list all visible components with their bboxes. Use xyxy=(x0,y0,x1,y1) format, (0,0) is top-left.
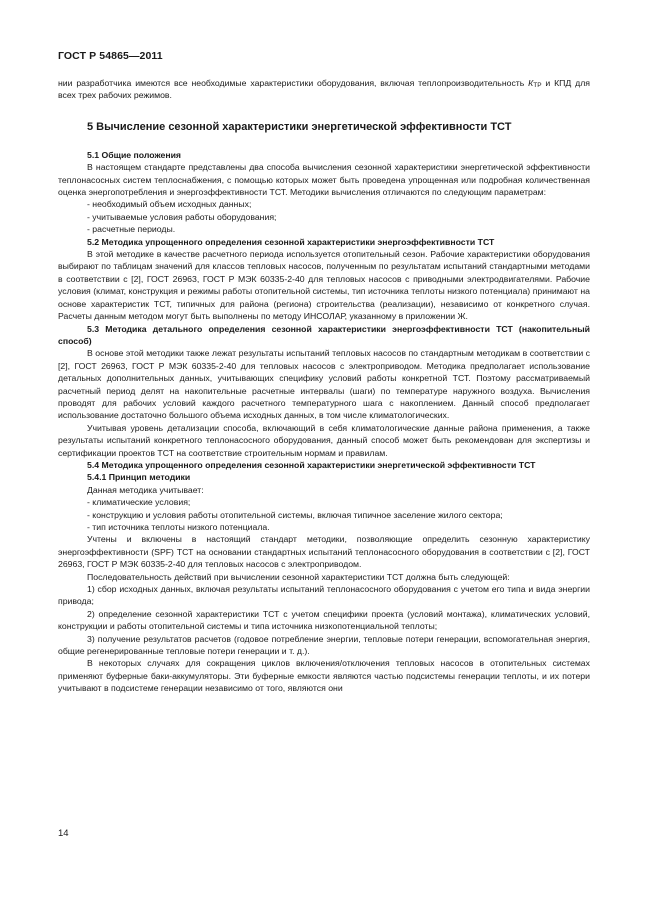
list-item: - конструкцию и условия работы отопительной системы, включая типичное заселение жилого сектора; xyxy=(87,509,503,520)
step-item: 3) получение результатов расчетов (годовое потребление энергии, тепловые потери генерации, вспомогательная энергия, общие регенерированные тепловые потери генерации и т. д.). xyxy=(58,633,590,657)
list-item: - учитываемые условия работы оборудования; xyxy=(87,211,277,222)
continued-paragraph xyxy=(58,77,590,102)
list-item: - расчетные периоды. xyxy=(87,224,176,235)
heading-5-2: 5.2 Методика упрощенного определения сезонной характеристики энергоэффективности ТСТ xyxy=(87,236,495,247)
paragraph-text: нии разработчика имеются все необходимые характеристики оборудования, включая теплопроизводительность xyxy=(58,78,529,88)
paragraph: В этой методике в качестве расчетного периода используется отопительный сезон. Рабочие характеристики оборудования выбирают по таблицам значений для классов тепловых насосов, полученным по результатам испытаний стандартными методами в соответствии с [2], ГОСТ 26963, ГОСТ Р МЭК 60335-2-40 для тепловых насосов с приводными электродвигателями. Рабочие условия (климат, конструкция и режимы работы отопительной системы, тип источника теплоты низкого потенциала) принимают на основе характеристик ТСТ, типичных для района (региона) строительства (реализации), независимо от конкретного случая. Расчеты данным методом могут быть выполнены по методу ИНСОЛАР, указанному в приложении Ж. xyxy=(58,249,590,322)
paragraph: Учтены и включены в настоящий стандарт методики, позволяющие определить сезонную характеристику энергоэффективности (SPF) ТСТ на основании стандартных испытаний теплонасосного оборудования в соответствии с [2], ГОСТ 26963, ГОСТ Р МЭК 60335-2-40 для тепловых насосов с электроприводом. xyxy=(58,534,590,570)
list-item: - тип источника теплоты низкого потенциала. xyxy=(87,522,270,532)
k-symbol: К xyxy=(528,78,534,88)
paragraph: Последовательность действий при вычислении сезонной характеристики ТСТ должна быть следующей: xyxy=(87,571,510,582)
document-code-header: ГОСТ Р 54865—2011 xyxy=(58,50,163,62)
page-number: 14 xyxy=(58,828,69,839)
step-item: 1) сбор исходных данных, включая результаты испытаний теплонасосного оборудования с учетом его типа и вида энергии привода; xyxy=(58,584,590,607)
page-content xyxy=(58,77,590,695)
k-subscript: ТР xyxy=(533,82,542,89)
list-item: - необходимый объем исходных данных; xyxy=(87,199,252,210)
paragraph: В настоящем стандарте представлены два способа вычисления сезонной характеристики энергетической эффективности теплонасосных систем теплоснабжения, с помощью которых может быть проведена упрощенная или подробная количественная оценка энергопотребления и энергоэффективности ТСТ. Методики вычисления отличаются по следующим параметрам: xyxy=(58,162,590,198)
heading-5-3: 5.3 Методика детального определения сезонной характеристики энергоэффективности ТСТ (накопительный способ) xyxy=(58,323,590,346)
step-item: 2) определение сезонной характеристики ТСТ с учетом специфики проекта (условий монтажа), климатических условий, конструкции и работы отопительной системы и типа источника низкопотенциальной теплоты; xyxy=(58,608,590,632)
heading-5-4-1: 5.4.1 Принцип методики xyxy=(87,472,191,483)
heading-5-4: 5.4 Методика упрощенного определения сезонной характеристики энергетической эффективности ТСТ xyxy=(87,459,536,470)
paragraph: В основе этой методики также лежат результаты испытаний тепловых насосов по стандартным методикам в соответствии с [2], ГОСТ 26963, ГОСТ Р МЭК 60335-2-40 для тепловых насосов с электроприводом. Методика предполагает использование детальных дополнительных данных, учитывающих специфику условий работы конкретной ТСТ. Поэтому рассматриваемый расчетный период делят на накопительные расчетные интервалы (шаги) по температуре наружного воздуха. Вычисления проводят для рабочих условий каждого расчетного температурного шага с накоплением. Данный способ предполагает использование достаточно большого объема исходных данных, в том числе климатологических. xyxy=(58,348,590,421)
section-5-title: 5 Вычисление сезонной характеристики энергетической эффективности ТСТ xyxy=(87,120,512,133)
heading-5-1: 5.1 Общие положения xyxy=(87,149,181,160)
list-item: - климатические условия; xyxy=(87,497,191,508)
paragraph-text: и КПД для всех трех рабочих режимов. xyxy=(58,78,590,101)
paragraph: В некоторых случаях для сокращения циклов включения/отключения тепловых насосов в отопительных системах применяют буферные баки-аккумуляторы. Эти буферные емкости являются частью подсистемы генерации теплоты, и их потери учитывают в подсистеме генерации независимо от того, являются они xyxy=(58,658,590,694)
paragraph: Данная методика учитывает: xyxy=(87,484,204,495)
paragraph: Учитывая уровень детализации способа, включающий в себя климатологические данные района применения, а также результаты испытаний конкретного теплонасосного оборудования, данный способ может быть рекомендован для экспертизы и сертификации проектов ТСТ на соответствие строительным нормам и правилам. xyxy=(58,422,590,458)
